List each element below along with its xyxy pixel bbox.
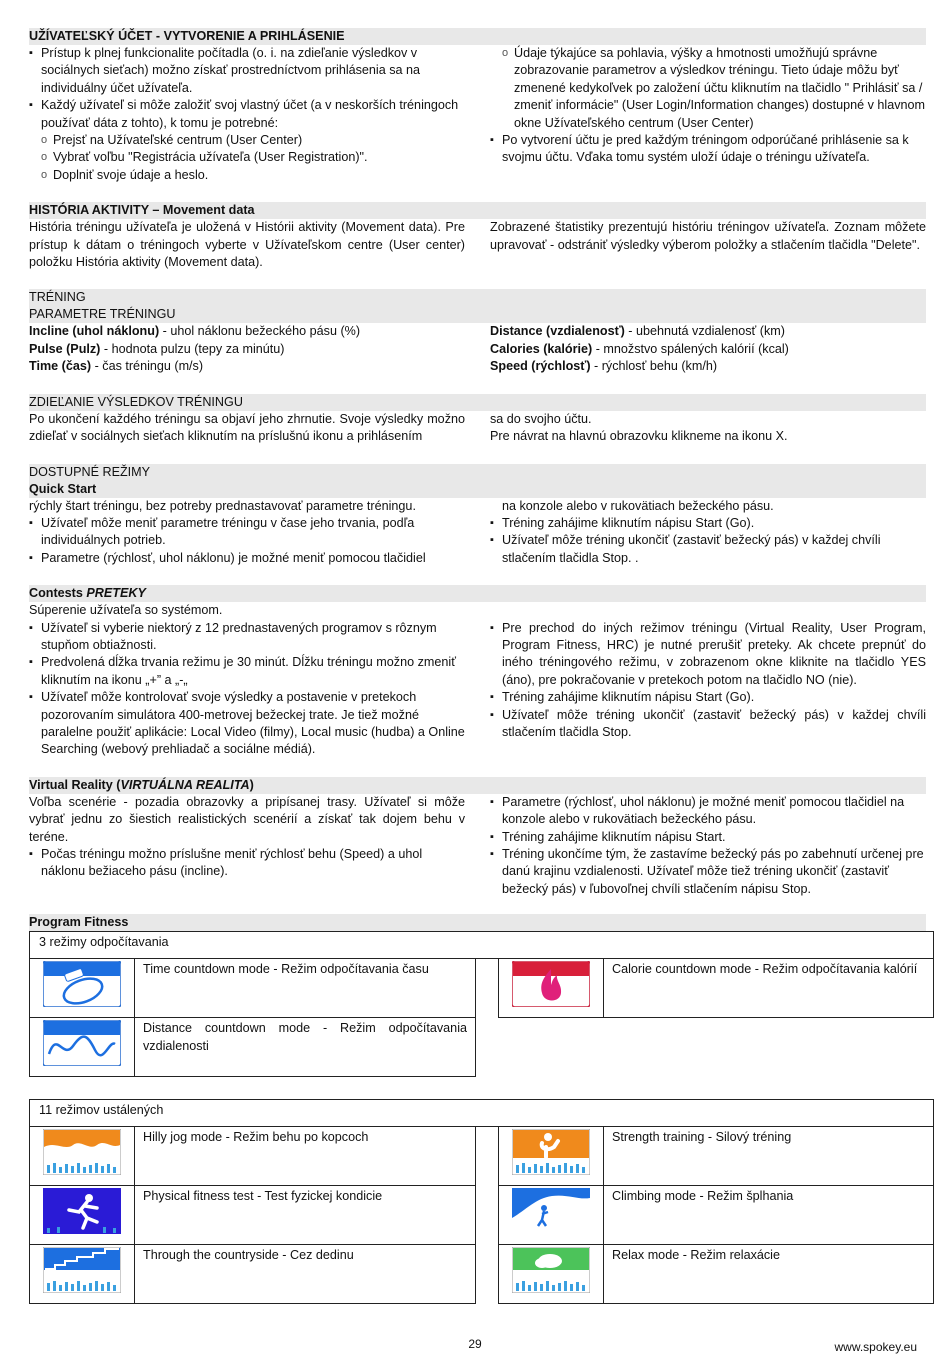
contests-bullet-4: ▪ Pre prechod do iných režimov tréningu (Virtual Reality, User Program, Program Fitness, HRC) je nutné prerušiť preteky. Ak chcete prepnúť do iného tréningového režimu, v zobrazenom okne kliknite na tlačidlo YES (áno), pre pokračovanie v pretekoch potom na tlačidlo NO (nie).	[490, 620, 926, 690]
history-left-text: História tréningu užívateľa je uložená v Histórii aktivity (Movement data). Pre prístup k dátam o tréningoch vyberte v Užívateľskom centre (User center) položku História aktivity (Movement data).	[29, 220, 465, 270]
quick-bullet-3: ▪ Tréning zahájime kliknutím nápisu Start (Go).	[490, 515, 926, 532]
contests-bullet-6: ▪ Užívateľ môže tréning ukončiť (zastaviť bežecký pás) v každej chvíli stlačením tlačidla Stop.	[490, 707, 926, 742]
account-step-1: o Prejsť na Užívateľské centrum (User Center)	[41, 132, 465, 149]
mode-label: Calorie countdown mode - Režim odpočítavania kalórií	[612, 962, 918, 977]
climbing-icon	[512, 1188, 590, 1234]
section-title-params: PARAMETRE TRÉNINGU	[29, 306, 926, 323]
account-note: o Údaje týkajúce sa pohlavia, výšky a hmotnosti umožňujú správne zobrazovanie parametrov a výsledkov tréningu. Tieto údaje môžu byť zmenené kedykoľvek po založení účtu kliknutím na tlačidlo " Prihlásiť sa / zmeniť informácie" (User Login/Information changes) dostupné v hlavnom okne Užívateľského centrum (User Center)	[502, 45, 926, 132]
contests-bullet-1: ▪ Užívateľ si vyberie niektorý z 12 prednastavených programov s rôznym stupňom obtiažnosti.	[29, 620, 465, 655]
hilly-icon	[43, 1129, 121, 1175]
account-bullet-3: ▪ Po vytvorení účtu je pred každým tréningom odporúčané prihlásenie sa k svojmu účtu. Vďaka tomu systém uloží údaje o tréningu užívateľa.	[490, 132, 926, 167]
vr-bullet-4: ▪ Tréning ukončíme tým, že zastavíme bežecký pás po zabehnutí určenej pre danú krajinu vzdialenosti. Užívateľ môže tiež tréning ukončiť (zastaviť bežecký pás) v ľubovoľnej chvíli stlačením nápisu Stop.	[490, 846, 926, 898]
relax-icon	[512, 1247, 590, 1293]
page-number: 29	[468, 1337, 482, 1351]
history-right-text: Zobrazené štatistiky prezentujú históriu tréningov užívateľa. Zoznam môžete upravovať - odstrániť výsledky výberom položky a stlačením tlačidla "Delete".	[490, 220, 926, 252]
mode-row	[498, 1127, 934, 1186]
contests-intro: Súperenie užívateľa so systémom.	[29, 603, 223, 618]
mode-label: Relax mode - Režim relaxácie	[612, 1248, 780, 1263]
quick-bullet-2: ▪ Parametre (rýchlosť, uhol náklonu) je možné meniť pomocou tlačidiel	[29, 550, 465, 567]
mode-label: Hilly jog mode - Režim behu po kopcoch	[143, 1130, 369, 1145]
mode-label: Physical fitness test - Test fyzickej kondicie	[143, 1189, 383, 1204]
countdown-caption: 3 režimy odpočítavania	[29, 931, 934, 959]
sharing-left-text: Po ukončení každého tréningu sa objaví jeho zhrnutie. Svoje výsledky možno zdieľať v sociálnych sieťach kliknutím na príslušnú ikonu a prihlásením	[29, 411, 465, 444]
vr-bullet-2: ▪ Parametre (rýchlosť, uhol náklonu) je možné meniť pomocou tlačidiel na konzole alebo v rukovätiach bežeckého pásu.	[490, 794, 926, 829]
quick-start-title: Quick Start	[29, 481, 926, 498]
steady-table	[29, 1099, 934, 1304]
mode-row	[29, 1127, 476, 1186]
strength-icon	[512, 1129, 590, 1175]
section-title-history: HISTÓRIA AKTIVITY – Movement data	[29, 202, 926, 219]
contests-bullet-2: ▪ Predvolená dĺžka trvania režimu je 30 minút. Dĺžku tréningu možno zmeniť kliknutím na ikonu „+” a „-„	[29, 654, 465, 689]
mode-row	[498, 959, 934, 1018]
account-bullet-2: ▪ Každý užívateľ si môže založiť svoj vlastný účet (a v neskorších tréningoch používať dáta z tohto), k tomu je potrebné:	[29, 97, 465, 132]
contests-bullet-3: ▪ Užívateľ môže kontrolovať svoje výsledky a postavenie v pretekoch pozorovaním simulátora 400-metrovej bežeckej trate. Je tiež možné paralelne použiť aplikácie: Local Video (filmy), Local music (hudba) a Online Searching (webový prehliadač a sociálne médiá).	[29, 689, 465, 759]
quick-bullet-4: ▪ Užívateľ môže tréning ukončiť (zastaviť bežecký pás) v každej chvíli stlačením tlačidla Stop. .	[490, 532, 926, 567]
section-title-modes: DOSTUPNÉ REŽIMY	[29, 464, 926, 481]
params-left: Incline (uhol náklonu) - uhol náklonu bežeckého pásu (%) Pulse (Pulz) - hodnota pulzu (tepy za minútu) Time (čas) - čas tréningu (m/s)	[29, 324, 361, 374]
account-bullet-1: ▪ Prístup k plnej funkcionalite počítadla (o. i. na zdieľanie výsledkov v sociálnych sieťach) možno získať prostredníctvom prihlásenia sa na individuálny účet užívateľa.	[29, 45, 465, 97]
mode-row	[29, 1245, 476, 1304]
flame-icon	[512, 961, 590, 1007]
section-title-training: TRÉNING	[29, 289, 926, 306]
vr-title: Virtual Reality (VIRTUÁLNA REALITA)	[29, 777, 926, 794]
mode-label: Through the countryside - Cez dedinu	[143, 1248, 354, 1263]
steady-caption: 11 režimov ustálených	[29, 1099, 934, 1127]
params-right: Distance (vzdialenosť) - ubehnutá vzdialenosť (km) Calories (kalórie) - množstvo spálených kalórií (kcal) Speed (rýchlosť) - rýchlosť behu (km/h)	[490, 324, 789, 374]
mode-label: Climbing mode - Režim šplhania	[612, 1189, 794, 1204]
vr-bullet-1: ▪ Počas tréningu možno príslušne meniť rýchlosť behu (Speed) a uhol náklonu bežiaceho pásu (incline).	[29, 846, 465, 881]
section-title-account: UŽÍVATEĽSKÝ ÚČET - VYTVORENIE A PRIHLÁSENIE	[29, 28, 926, 45]
account-step-3: o Doplniť svoje údaje a heslo.	[41, 167, 465, 184]
contests-bullet-5: ▪ Tréning zahájime kliknutím nápisu Start (Go).	[490, 689, 926, 706]
runner-icon	[43, 1188, 121, 1234]
document-page	[29, 28, 926, 1304]
distance-wave-icon	[43, 1020, 121, 1066]
account-columns	[29, 45, 926, 184]
quick-continuation: na konzole alebo v rukovätiach bežeckého pásu.	[502, 498, 774, 513]
vr-bullet-3: ▪ Tréning zahájime kliknutím nápisu Start.	[490, 829, 926, 846]
mode-row	[498, 1186, 934, 1245]
mode-row	[29, 959, 476, 1018]
footer-url: www.spokey.eu	[834, 1340, 917, 1354]
mode-label: Time countdown mode - Režim odpočítavania času	[143, 962, 429, 977]
account-step-2: o Vybrať voľbu "Registrácia užívateľa (User Registration)".	[41, 149, 465, 166]
sharing-right-text-1: sa do svojho účtu.	[490, 411, 592, 426]
mode-label: Distance countdown mode - Režim odpočítavania vzdialenosti	[143, 1021, 467, 1053]
mode-row	[29, 1018, 476, 1077]
countdown-table	[29, 931, 934, 1077]
mode-label: Strength training - Silový tréning	[612, 1130, 792, 1145]
stopwatch-icon	[43, 961, 121, 1007]
program-fitness-title: Program Fitness	[29, 914, 926, 931]
countryside-icon	[43, 1247, 121, 1293]
section-title-sharing: ZDIEĽANIE VÝSLEDKOV TRÉNINGU	[29, 394, 926, 411]
mode-row	[29, 1186, 476, 1245]
mode-row	[498, 1245, 934, 1304]
sharing-right-text-2: Pre návrat na hlavnú obrazovku klikneme na ikonu X.	[490, 429, 788, 444]
quick-bullet-1: ▪ Užívateľ môže meniť parametre tréningu v čase jeho trvania, podľa individuálnych potrieb.	[29, 515, 465, 550]
vr-intro: Voľba scenérie - pozadia obrazovky a pripísanej trasy. Užívateľ si môže vybrať jednu zo šiestich realistických scenérií a získať tak dojem behu v teréne.	[29, 794, 465, 844]
contests-title: Contests PRETEKY	[29, 585, 926, 602]
quick-start-intro: rýchly štart tréningu, bez potreby prednastavovať parametre tréningu.	[29, 498, 416, 513]
